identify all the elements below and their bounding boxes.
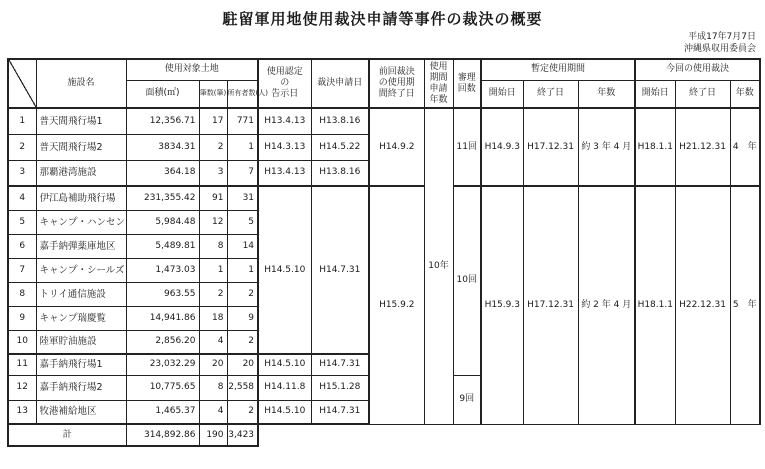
prev-header-line1: 前回裁決	[378, 67, 415, 77]
facility-name: 伊江島補助飛行場	[36, 186, 126, 210]
row-number: 10	[8, 330, 36, 354]
facility-header: 施設名	[36, 59, 126, 108]
period-header-line2: 期間	[429, 72, 448, 83]
area-value: 1,465.37	[126, 400, 199, 424]
current-header: 今回の使用裁決	[635, 59, 760, 80]
facility-name: キャンプ瑞慶覧	[36, 306, 126, 330]
total-count: 190	[199, 424, 227, 446]
application-date: H14.5.22	[311, 134, 369, 160]
application-date: H14.7.31	[311, 400, 369, 424]
area-value: 231,355.42	[126, 186, 199, 210]
prov-end-header: 終了日	[523, 80, 578, 108]
total-row	[8, 424, 760, 446]
cur-years-a: 4 年	[730, 108, 760, 186]
count-value: 3	[199, 160, 227, 186]
period-header-line4: 年数	[429, 94, 448, 105]
owners-value: 31	[227, 186, 258, 210]
application-date-b: H14.7.31	[311, 186, 369, 354]
area-value: 2,856.20	[126, 330, 199, 354]
row-number: 8	[8, 282, 36, 306]
prov-start-a: H14.9.3	[481, 108, 523, 186]
count-value: 2	[199, 134, 227, 160]
issue-date: 平成17年7月7日	[688, 32, 756, 42]
facility-name: 普天間飛行場1	[36, 108, 126, 134]
notice-date: H14.11.8	[258, 375, 311, 400]
count-value: 18	[199, 306, 227, 330]
prov-end-a: H17.12.31	[523, 108, 578, 186]
area-value: 1,473.03	[126, 258, 199, 282]
corner-header-cell	[8, 59, 36, 108]
owners-value: 2	[227, 282, 258, 306]
sessions-header-line2: 回数	[457, 83, 476, 94]
prev-end-date-a: H14.9.2	[369, 108, 424, 186]
count-value: 20	[199, 354, 227, 375]
facility-name: 陸軍貯油施設	[36, 330, 126, 354]
owners-value: 7	[227, 160, 258, 186]
cur-start-b: H18.1.1	[635, 186, 675, 424]
count-value: 1	[199, 258, 227, 282]
facility-name: トリイ通信施設	[36, 282, 126, 306]
notice-header	[258, 59, 311, 108]
notice-header-line1: 使用認定	[266, 67, 303, 77]
total-owners: 3,423	[227, 424, 258, 446]
application-date: H13.8.16	[311, 108, 369, 134]
owners-value: 14	[227, 234, 258, 258]
provisional-header: 暫定使用期間	[481, 59, 635, 80]
prov-years-b: 約 2 年 4 月	[578, 186, 635, 424]
owners-value: 5	[227, 210, 258, 234]
cur-start-a: H18.1.1	[635, 108, 675, 186]
count-value: 12	[199, 210, 227, 234]
row-number: 9	[8, 306, 36, 330]
total-area: 314,892.86	[126, 424, 199, 446]
owners-value: 2	[227, 330, 258, 354]
owners-value: 2,558	[227, 375, 258, 400]
count-value: 4	[199, 330, 227, 354]
owners-value: 771	[227, 108, 258, 134]
count-value: 8	[199, 375, 227, 400]
row-number: 4	[8, 186, 36, 210]
notice-header-line3: 告示日	[271, 89, 299, 99]
cur-end-header: 終了日	[675, 80, 730, 108]
count-value: 8	[199, 234, 227, 258]
area-value: 14,941.86	[126, 306, 199, 330]
row-number: 12	[8, 375, 36, 400]
facility-name: 普天間飛行場2	[36, 134, 126, 160]
table-row	[8, 108, 760, 134]
notice-date: H14.5.10	[258, 400, 311, 424]
application-header: 裁決申請日	[311, 59, 369, 108]
area-header: 面積(㎡)	[126, 80, 199, 108]
period-header	[424, 59, 453, 108]
facility-name: キャンプ・シールズ	[36, 258, 126, 282]
count-header: 筆数(筆)	[199, 80, 227, 108]
prov-start-b: H15.9.3	[481, 186, 523, 424]
prev-header-line3: 間終了日	[378, 89, 415, 99]
sessions-header	[453, 59, 481, 108]
count-value: 4	[199, 400, 227, 424]
sessions-a: 11回	[453, 108, 481, 186]
prev-end-date-b: H15.9.2	[369, 186, 424, 424]
area-value: 3834.31	[126, 134, 199, 160]
sessions-b1: 10回	[453, 186, 481, 375]
ruling-summary-table	[7, 58, 761, 447]
owners-value: 1	[227, 258, 258, 282]
row-number: 7	[8, 258, 36, 282]
cur-end-a: H21.12.31	[675, 108, 730, 186]
prev-header-line2: の使用期	[378, 78, 415, 88]
row-number: 1	[8, 108, 36, 134]
period-header-line3: 申請	[429, 83, 448, 94]
area-value: 963.55	[126, 282, 199, 306]
notice-date: H14.5.10	[258, 354, 311, 375]
area-value: 5,489.81	[126, 234, 199, 258]
count-value: 2	[199, 282, 227, 306]
area-value: 364.18	[126, 160, 199, 186]
prov-years-header: 年数	[578, 80, 635, 108]
document-meta	[684, 31, 756, 55]
cur-end-b: H22.12.31	[675, 186, 730, 424]
owners-header: 所有者数(人)	[227, 80, 258, 108]
total-row-blank	[258, 424, 760, 446]
notice-header-line2: の	[280, 78, 290, 88]
area-value: 5,984.48	[126, 210, 199, 234]
area-value: 12,356.71	[126, 108, 199, 134]
facility-name: キャンプ・ハンセン	[36, 210, 126, 234]
cur-start-header: 開始日	[635, 80, 675, 108]
facility-name: 那覇港湾施設	[36, 160, 126, 186]
prev-end-header	[369, 59, 424, 108]
row-number: 13	[8, 400, 36, 424]
row-number: 6	[8, 234, 36, 258]
facility-name: 嘉手納飛行場2	[36, 375, 126, 400]
facility-name: 嘉手納弾薬庫地区	[36, 234, 126, 258]
issuer: 沖縄県収用委員会	[683, 44, 756, 54]
prov-end-b: H17.12.31	[523, 186, 578, 424]
period-years: 10年	[424, 108, 453, 424]
row-number: 5	[8, 210, 36, 234]
count-value: 17	[199, 108, 227, 134]
owners-value: 9	[227, 306, 258, 330]
count-value: 91	[199, 186, 227, 210]
application-date: H14.7.31	[311, 354, 369, 375]
row-number: 2	[8, 134, 36, 160]
notice-date-b: H14.5.10	[258, 186, 311, 354]
owners-value: 1	[227, 134, 258, 160]
notice-date: H13.4.13	[258, 108, 311, 134]
table-row	[8, 186, 760, 210]
page-title: 駐留軍用地使用裁決申請等事件の裁決の概要	[222, 10, 543, 28]
facility-name: 牧港補給地区	[36, 400, 126, 424]
period-header-line1: 使用	[429, 61, 448, 72]
owners-value: 20	[227, 354, 258, 375]
application-date: H13.8.16	[311, 160, 369, 186]
total-label: 計	[8, 424, 126, 446]
cur-years-header: 年数	[730, 80, 760, 108]
facility-name: 嘉手納飛行場1	[36, 354, 126, 375]
area-value: 23,032.29	[126, 354, 199, 375]
prov-years-a: 約 3 年 4 月	[578, 108, 635, 186]
area-value: 10,775.65	[126, 375, 199, 400]
sessions-b2: 9回	[453, 375, 481, 424]
row-number: 11	[8, 354, 36, 375]
application-date: H15.1.28	[311, 375, 369, 400]
notice-date: H13.4.13	[258, 160, 311, 186]
owners-value: 2	[227, 400, 258, 424]
cur-years-b: 5 年	[730, 186, 760, 424]
prov-start-header: 開始日	[481, 80, 523, 108]
row-number: 3	[8, 160, 36, 186]
notice-date: H14.3.13	[258, 134, 311, 160]
land-header: 使用対象土地	[126, 59, 258, 80]
sessions-header-line1: 審理	[457, 72, 476, 83]
